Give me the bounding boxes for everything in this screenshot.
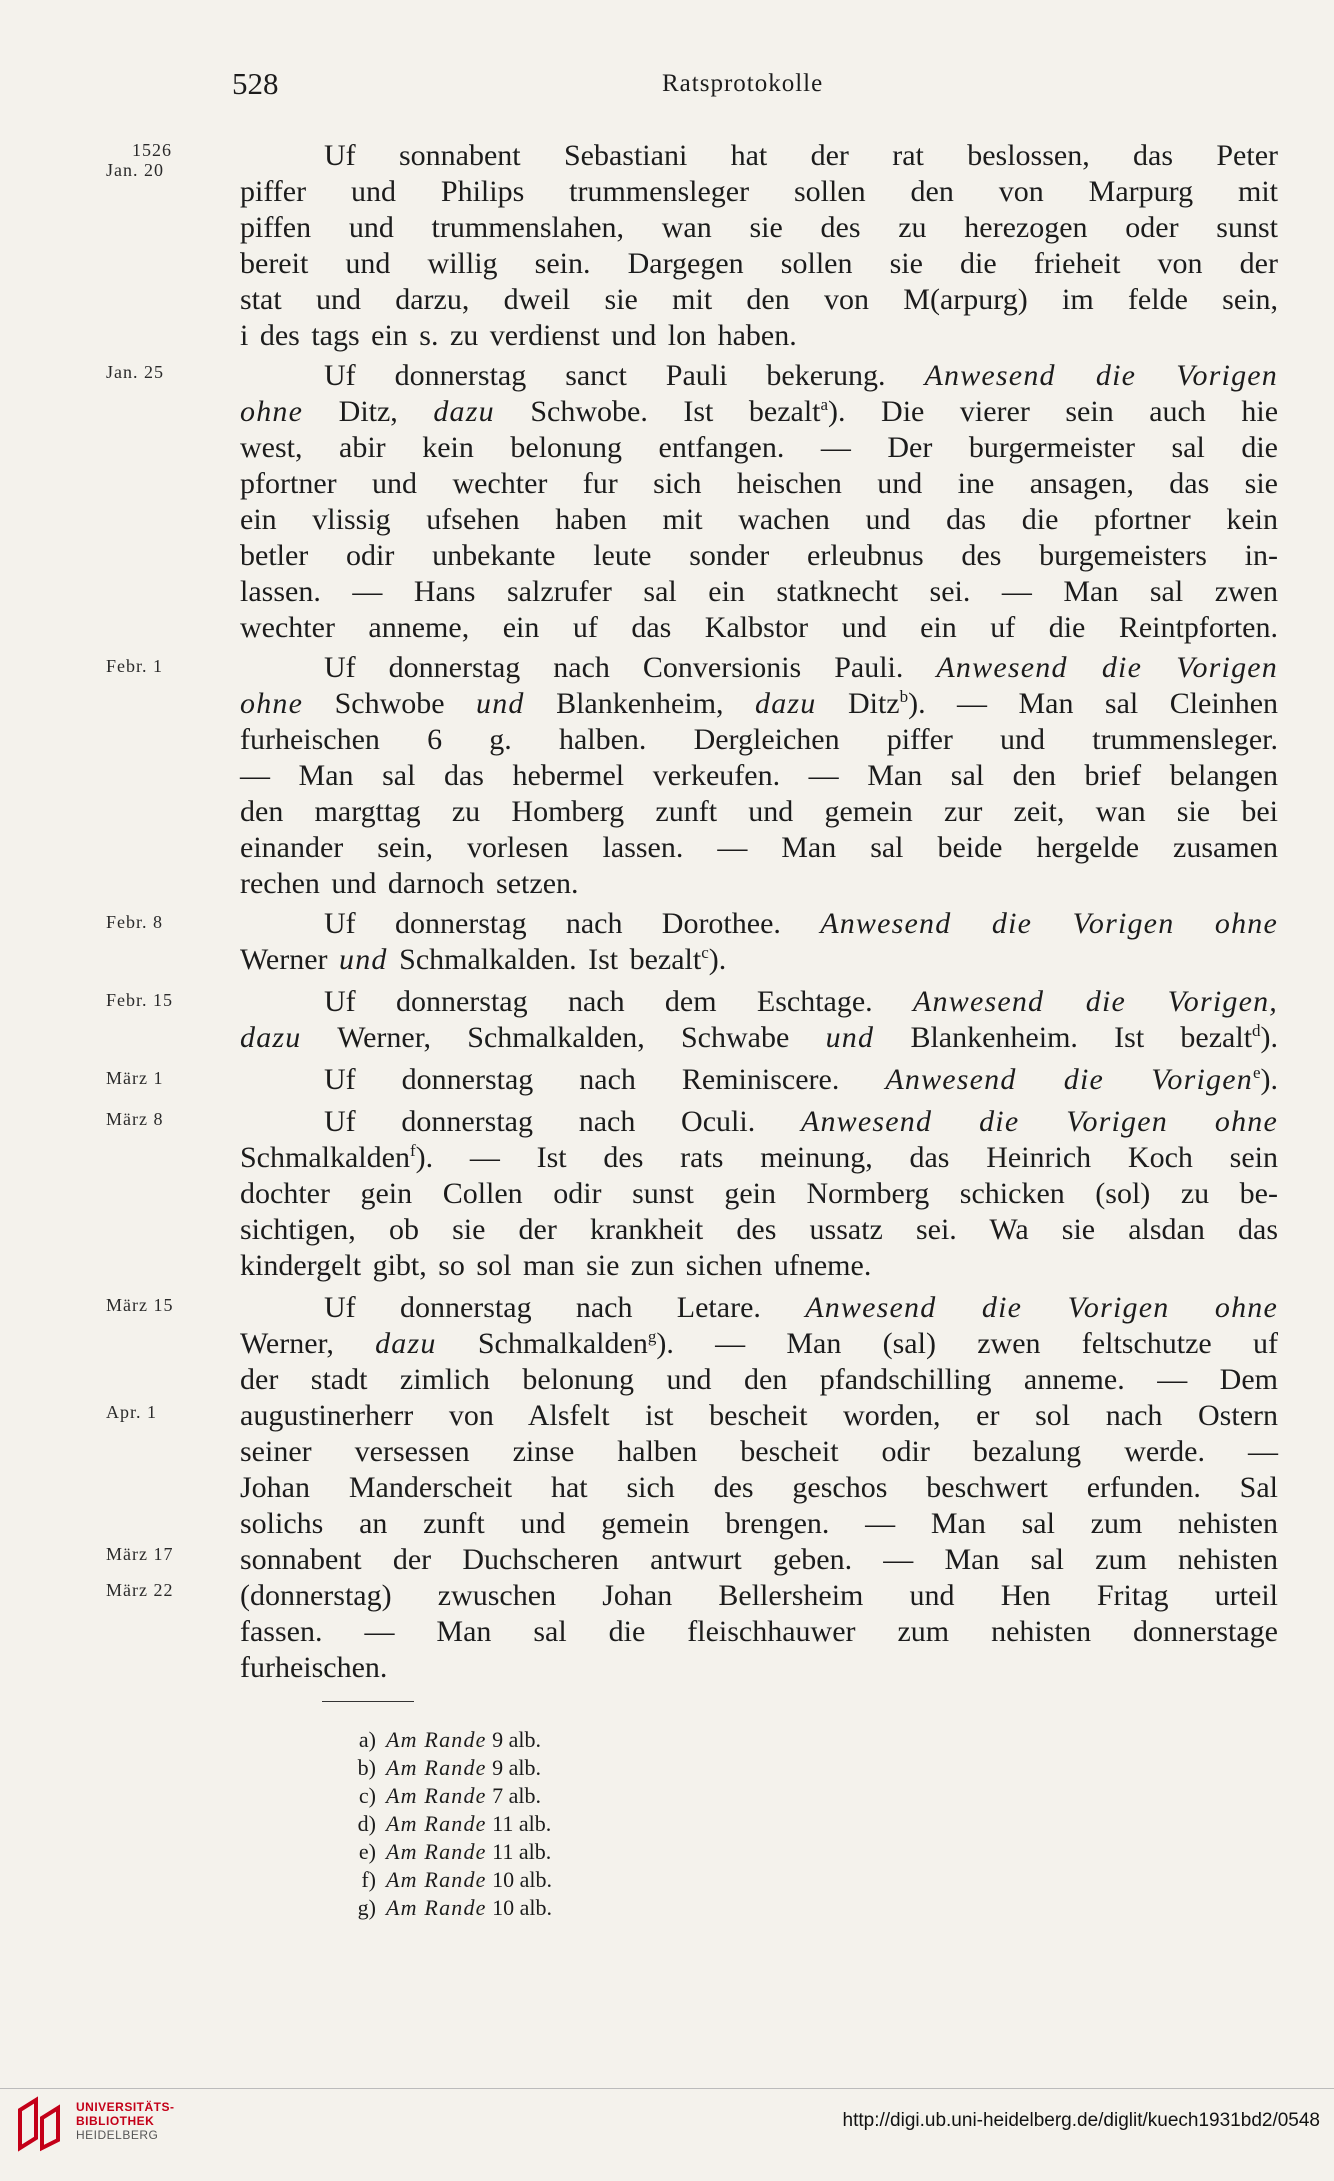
text-line: Uf sonnabent Sebastiani hat der rat beslossen, das Peter [324,139,1278,172]
attendance-italic: und [339,943,388,976]
margin-date: Febr. 15 [106,990,174,1010]
footnote-text: Am Rande [386,1811,487,1836]
text-line: seiner versessen zinse halben bescheit odir bezalung werde. — [240,1435,1278,1468]
footnote-label: f) [361,1867,376,1892]
source-url-link[interactable]: http://digi.ub.uni-heidelberg.de/diglit/kuech1931bd2/0548 [842,2110,1320,2131]
footnote-ref: f [409,1141,416,1160]
footnote-text: Am Rande [386,1727,487,1752]
text-span: ). [1260,1021,1279,1054]
text-span: Schwobe. Ist bezalt [530,395,821,428]
text-span: Uf donnerstag nach Conversionis Pauli. [324,651,904,684]
attendance-italic: dazu [375,1327,437,1360]
footer-divider [0,2088,1334,2089]
text-line: sichtigen, ob sie der krankheit des ussatz sei. Wa sie alsdan das [240,1213,1278,1246]
attendance-italic: dazu [240,1021,302,1054]
text-line [240,394,1278,430]
text-span: Blankenheim, [556,687,724,720]
text-line: piffen und trummenslahen, wan sie des zu herezogen oder sunst [240,211,1278,244]
entry-maerz-8 [240,1104,1278,1284]
footnote-label: b) [357,1755,376,1780]
text-span: Uf donnerstag nach Reminiscere. [324,1063,840,1096]
text-span [885,1063,1278,1096]
footnote-ref: d [1252,1021,1261,1040]
margin-date: Apr. 1 [106,1402,157,1422]
text-span [530,395,1278,428]
text-line: dochter gein Collen odir sunst gein Normberg schicken (sol) zu be- [240,1177,1278,1210]
margin-date: März 1 [106,1068,164,1088]
text-line: ein vlissig ufsehen haben mit wachen und das die pfortner kein [240,503,1278,536]
margin-date: Febr. 8 [106,912,164,932]
footnote-label: c) [358,1783,376,1808]
text-span [848,687,1278,720]
text-line [240,1020,1278,1056]
text-line: den margttag zu Homberg zunft und gemein zur zeit, wan sie bei [240,795,1278,828]
text-span: Werner, Schmalkalden, Schwabe [337,1021,790,1054]
text-span: Werner [240,943,328,976]
footnote-value: 10 alb. [492,1867,553,1892]
text-line [240,686,1278,722]
margin-date: Jan. 20 [106,160,164,180]
margin-year: 1526 [132,140,172,160]
text-line: piffer und Philips trummensleger sollen den von Marpurg mit [240,175,1278,208]
attendance-italic: ohne [240,687,304,720]
footnote-value: 10 alb. [492,1895,553,1920]
attendance-italic: ohne [240,395,304,428]
text-line: bereit und willig sein. Dargegen sollen sie die frieheit von der [240,247,1278,280]
footnote-label: a) [358,1727,376,1752]
footnote-value: 9 alb. [492,1727,542,1752]
footnote [348,1838,552,1866]
text-line [240,1140,1278,1176]
text-line: west, abir kein belonung entfangen. — Der burgermeister sal die [240,431,1278,464]
text-line [240,1326,1278,1362]
footnote-value: 11 alb. [492,1811,552,1836]
text-line: Johan Manderscheit hat sich des geschos beschwert erfunden. Sal [240,1471,1278,1504]
text-span: Schwobe [334,687,445,720]
footnote-label: d) [357,1811,376,1836]
text-line: furheischen 6 g. halben. Dergleichen piffer und trummensleger. [240,723,1278,756]
text-line: pfortner und wechter fur sich heischen und ine ansagen, das sie [240,467,1278,500]
text-span: Uf donnerstag nach Letare. [324,1291,761,1324]
margin-date: März 17 [106,1544,174,1564]
text-span: Schmalkalden. Ist bezalt [399,943,702,976]
text-span: Uf donnerstag nach Oculi. [324,1105,756,1138]
text-line: augustinerherr von Alsfelt ist bescheit worden, er sol nach Ostern [240,1399,1278,1432]
text-span: Uf donnerstag sanct Pauli bekerung. [324,359,886,392]
text-span: Werner, [240,1327,334,1360]
attendance-italic: dazu [755,687,817,720]
entry-jan-20 [240,138,1278,354]
footnote-ref: b [899,687,909,706]
footnotes [348,1726,552,1922]
text-line: (donnerstag) zwuschen Johan Bellersheim und Hen Fritag urteil [240,1579,1278,1612]
footnote-ref: e [1252,1063,1261,1082]
text-line: betler odir unbekante leute sonder erleubnus des burgemeisters in- [240,539,1278,572]
footnote-text: Am Rande [386,1839,487,1864]
footnote [348,1894,552,1922]
text-line: — Man sal das hebermel verkeufen. — Man sal den brief belangen [240,759,1278,792]
footnote-text: Am Rande [386,1755,487,1780]
footnote-value: 7 alb. [492,1783,542,1808]
footnote-label: g) [357,1895,376,1920]
text-span: ). [708,943,727,976]
attendance-italic: und [825,1021,875,1054]
text-span: ). — Man sal Cleinhen [908,687,1279,720]
text-line [240,650,1278,686]
text-span [910,1021,1278,1054]
footnote-text: Am Rande [386,1867,487,1892]
text-line: lassen. — Hans salzrufer sal ein statknecht sei. — Man sal zwen [240,575,1278,608]
text-line: i des tags ein s. zu verdienst und lon haben. [240,319,797,352]
logo-line: HEIDELBERG [76,2128,159,2142]
text-span: Schmalkalden [240,1141,410,1174]
text-line [240,942,1278,978]
text-line: furheischen. [240,1651,388,1684]
attendance-italic: dazu [433,395,495,428]
text-line: solichs an zunft und gemein brengen. — Man sal zum nehisten [240,1507,1278,1540]
text-span: ). [1260,1063,1278,1096]
margin-date: März 15 [106,1295,174,1315]
footnote-text: Am Rande [386,1895,487,1920]
footnote-ref: a [820,395,829,414]
text-span: ). Die vierer sein auch hie [828,395,1279,428]
footnote-divider [322,1701,414,1702]
footnote-label: e) [358,1839,376,1864]
margin-date: März 22 [106,1580,174,1600]
text-line [240,358,1278,394]
text-span: Ditz [847,687,900,720]
running-title: Ratsprotokolle [662,70,824,97]
entry-jan-25 [240,358,1278,646]
text-line: sonnabent der Duchscheren antwurt geben. — Man sal zum nehisten [240,1543,1278,1576]
text-span: ). — Ist des rats meinung, das Heinrich Koch sein [415,1141,1278,1174]
attendance-italic: und [476,687,525,720]
attendance-italic: Anwesend die Vorigen ohne [800,1105,1279,1138]
entry-maerz-15 [240,1290,1278,1686]
margin-date: März 8 [106,1109,164,1129]
text-line [240,984,1278,1020]
attendance-italic: Anwesend die Vorigen, [913,985,1278,1018]
text-span: Uf donnerstag nach Dorothee. [324,907,781,940]
entry-febr-8 [240,906,1278,978]
margin-date: Jan. 25 [106,362,164,382]
text-span: Ditz, [338,395,398,428]
logo-line: BIBLIOTHEK [76,2114,155,2128]
library-logo-icon [14,2096,64,2152]
text-line [240,1062,1278,1098]
text-line: kindergelt gibt, so sol man sie zun sichen ufneme. [240,1249,872,1282]
text-line: stat und darzu, dweil sie mit den von M(arpurg) im felde sein, [240,283,1278,316]
text-span: ). — Man (sal) zwen feltschutze uf [656,1327,1278,1360]
entry-maerz-1 [240,1062,1278,1098]
entry-febr-15 [240,984,1278,1056]
footnote [348,1866,552,1894]
attendance-italic: Anwesend die Vorigen [885,1063,1253,1096]
footnote [348,1810,552,1838]
footnote-ref: c [701,943,709,962]
footnote-value: 9 alb. [492,1755,542,1780]
text-line: fassen. — Man sal die fleischhauwer zum nehisten donnerstage [240,1615,1278,1648]
footnote [348,1726,552,1754]
text-line [240,906,1278,942]
footnote-text: Am Rande [386,1783,487,1808]
entry-febr-1 [240,650,1278,902]
text-line [240,1104,1278,1140]
text-line: einander sein, vorlesen lassen. — Man sal beide hergelde zusamen [240,831,1278,864]
logo-line: UNIVERSITÄTS- [76,2100,175,2114]
text-span: Blankenheim. Ist bezalt [910,1021,1253,1054]
text-span [240,1141,1278,1174]
margin-date: Febr. 1 [106,656,164,676]
attendance-italic: Anwesend die Vorigen [924,359,1279,392]
text-line [240,1290,1278,1326]
attendance-italic: Anwesend die Vorigen ohne [805,1291,1279,1324]
text-line: der stadt zimlich belonung und den pfandschilling anneme. — Dem [240,1363,1278,1396]
text-span: Schmalkalden [477,1327,648,1360]
page-number: 528 [232,66,279,101]
footnote [348,1782,552,1810]
footnote [348,1754,552,1782]
footnote-ref: g [647,1327,657,1346]
attendance-italic: Anwesend die Vorigen [936,651,1279,684]
text-line: wechter anneme, ein uf das Kalbstor und ein uf die Reintpforten. [240,611,1278,644]
text-span [399,943,726,976]
attendance-italic: Anwesend die Vorigen ohne [820,907,1278,940]
footnote-value: 11 alb. [492,1839,552,1864]
library-logo-text [76,2100,175,2142]
text-span [478,1327,1278,1360]
text-span: Uf donnerstag nach dem Eschtage. [324,985,873,1018]
text-line: rechen und darnoch setzen. [240,867,579,900]
page-header [232,66,1272,106]
